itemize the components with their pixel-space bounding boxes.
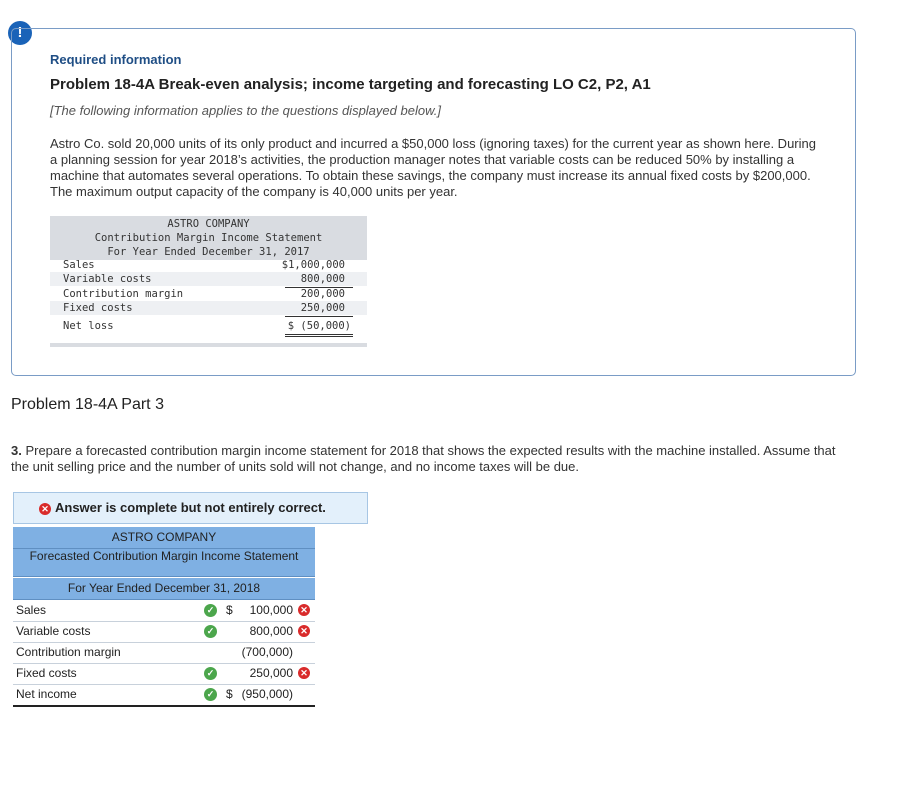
- row-value: 800,000: [300, 273, 345, 285]
- amount-value: (700,000): [241, 645, 293, 659]
- answer-status-banner: [13, 492, 368, 524]
- alert-icon: !: [8, 21, 32, 45]
- amount-input[interactable]: 800,000: [249, 624, 293, 638]
- forecast-title: Forecasted Contribution Margin Income Statement: [13, 549, 315, 577]
- row-label: Variable costs: [16, 624, 91, 638]
- underline: [285, 316, 353, 317]
- forecast-company: ASTRO COMPANY: [13, 527, 315, 549]
- correct-check-icon: ✓: [204, 604, 217, 617]
- amount-input[interactable]: 250,000: [249, 666, 293, 680]
- row-label: Fixed costs: [16, 666, 77, 680]
- row-label: Net income: [16, 687, 77, 701]
- statement-2017-company: ASTRO COMPANY: [167, 218, 250, 230]
- incorrect-icon: ✕: [298, 625, 310, 637]
- row-value: $1,000,000: [281, 259, 345, 271]
- forecast-row-sales: [13, 600, 315, 622]
- incorrect-icon: ✕: [298, 667, 310, 679]
- row-value: $ (50,000): [287, 320, 351, 332]
- correct-check-icon: ✓: [204, 625, 217, 638]
- question-text: [11, 443, 851, 475]
- double-underline: [285, 336, 353, 337]
- question-number: 3.: [11, 443, 22, 458]
- statement-2017-row: [50, 272, 367, 286]
- incorrect-icon: ✕: [39, 503, 51, 515]
- forecast-row-fixed-costs: [13, 663, 315, 685]
- amount-input[interactable]: 100,000: [249, 603, 293, 617]
- row-label: Fixed costs: [63, 302, 133, 314]
- row-label: Contribution margin: [16, 645, 121, 659]
- dollar-sign: $: [226, 603, 233, 617]
- statement-2017-row: [50, 287, 367, 301]
- statement-2017-title: Contribution Margin Income Statement: [94, 232, 323, 244]
- statement-2017-header: [50, 216, 367, 260]
- forecast-row-contribution-margin: [13, 642, 315, 664]
- statement-2017-footer: [50, 343, 367, 347]
- forecast-row-variable-costs: [13, 621, 315, 643]
- row-value: 200,000: [300, 288, 345, 300]
- double-underline: [285, 334, 353, 335]
- dollar-sign: $: [226, 687, 233, 701]
- answer-status-text: Answer is complete but not entirely correct.: [55, 500, 326, 515]
- amount-value: (950,000): [241, 687, 293, 701]
- problem-title: Problem 18-4A Break-even analysis; income targeting and forecasting LO C2, P2, A1: [50, 76, 651, 93]
- forecast-row-net-income: [13, 684, 315, 707]
- statement-2017-row: [50, 301, 367, 315]
- problem-intro: Astro Co. sold 20,000 units of its only product and incurred a $50,000 loss (ignoring taxes) for the current year as shown here. During a planning session for year 2018’s activities, the production manager notes that variable costs can be reduced 50% by installing a machine that automates several operations. To obtain these savings, the company must increase its annual fixed costs by $200,000. The maximum output capacity of the company is 40,000 units per year.: [50, 136, 816, 199]
- row-label: Sales: [16, 603, 47, 617]
- correct-check-icon: ✓: [204, 667, 217, 680]
- part-title: Problem 18-4A Part 3: [11, 396, 164, 413]
- forecast-period: For Year Ended December 31, 2018: [13, 578, 315, 600]
- row-label: Sales: [63, 259, 95, 271]
- question-body: Prepare a forecasted contribution margin income statement for 2018 that shows the expected results with the machine installed. Assume that the unit selling price and the number of units sold will not change, and no income taxes will be due.: [11, 443, 836, 474]
- incorrect-icon: ✕: [298, 604, 310, 616]
- correct-check-icon: ✓: [204, 688, 217, 701]
- statement-2017-row: [50, 258, 367, 272]
- row-label: Variable costs: [63, 273, 152, 285]
- row-label: Contribution margin: [63, 288, 184, 300]
- row-label: Net loss: [63, 320, 114, 332]
- statement-2017-row: [50, 319, 367, 333]
- info-note: [The following information applies to the questions displayed below.]: [50, 103, 441, 118]
- statement-2017-period: For Year Ended December 31, 2017: [107, 246, 310, 258]
- required-info-heading: Required information: [50, 52, 182, 67]
- income-statement-2017: [50, 216, 367, 347]
- row-value: 250,000: [300, 302, 345, 314]
